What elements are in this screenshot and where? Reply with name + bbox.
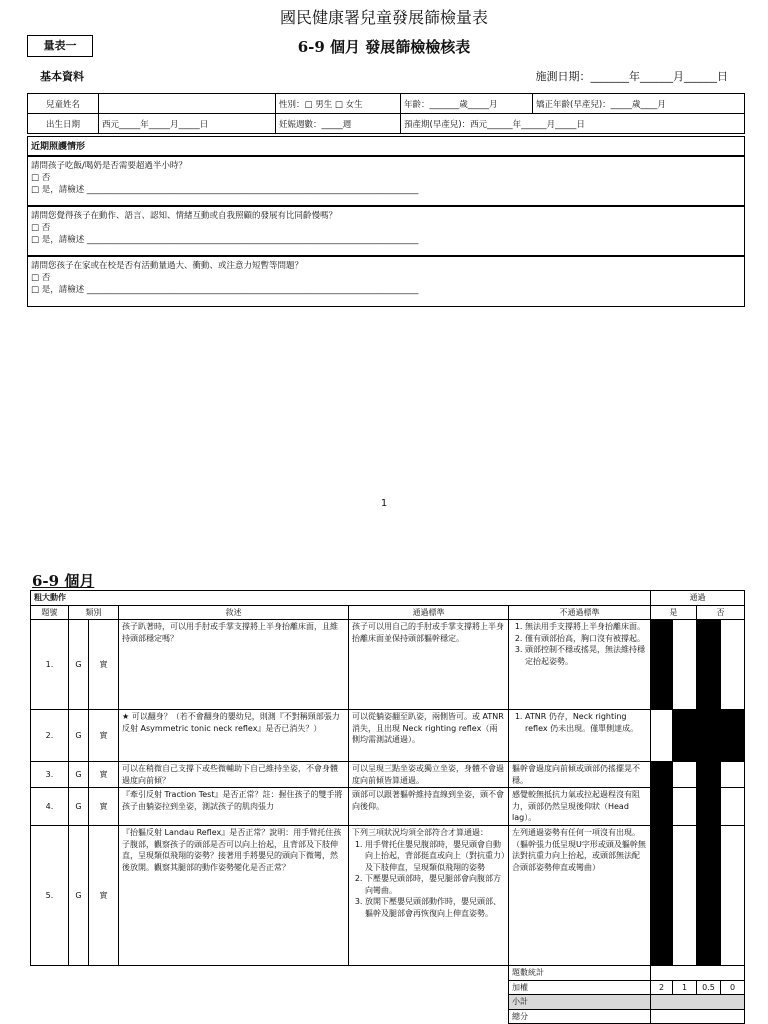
count-cell[interactable] bbox=[651, 966, 745, 981]
score-cell[interactable] bbox=[721, 826, 745, 966]
row-desc: ★ 可以翻身？（若不會翻身的嬰幼兒，則測『不對稱頸部張力反射 Asymmetric tonic neck reflex』是否已消失？） bbox=[119, 710, 349, 762]
row-num: 1. bbox=[31, 620, 69, 710]
score-cell[interactable] bbox=[697, 620, 721, 710]
total-cell[interactable] bbox=[651, 1009, 745, 1024]
weight-value: 0 bbox=[721, 980, 745, 995]
score-cell[interactable] bbox=[673, 710, 697, 762]
row-fail: 軀幹會過度向前傾或頭部仍搖擺晃不穩。 bbox=[509, 762, 651, 788]
row-type: 實 bbox=[89, 710, 119, 762]
row-fail: 感覺較無抵抗力氣或拉起過程沒有阻力，頭部仍然呈現後仰狀（Head lag）。 bbox=[509, 788, 651, 826]
row-pass: 孩子可以用自己的手肘或手掌支撐將上半身抬離床面並保持頭部軀幹穩定。 bbox=[349, 620, 509, 710]
care-question bbox=[27, 156, 745, 206]
child-name-label: 兒童姓名 bbox=[28, 94, 99, 114]
score-cell[interactable] bbox=[697, 826, 721, 966]
score-cell[interactable] bbox=[651, 788, 673, 826]
no-checkbox[interactable]: □ 否 bbox=[31, 173, 51, 183]
gross-motor-heading: 粗大動作 bbox=[31, 591, 651, 606]
test-date-field[interactable]: 施測日期：_______年______月______日 bbox=[535, 70, 728, 83]
total-label: 總分 bbox=[509, 1009, 651, 1024]
row-num: 2. bbox=[31, 710, 69, 762]
score-cell[interactable] bbox=[721, 788, 745, 826]
section-title: 6-9 個月 bbox=[32, 572, 95, 590]
basic-info-heading: 基本資料 bbox=[40, 70, 84, 83]
col-no: 否 bbox=[697, 605, 745, 620]
fail-item: 3. 頭部控制不穩或搖晃，無法維持穩定抬起姿勢。 bbox=[525, 644, 647, 667]
row-pass: 可以從躺姿翻至趴姿，兩側皆可。或 ATNR 消失，且出現 Neck righting reflex（兩側均需測試通過）。 bbox=[349, 710, 509, 762]
row-pass: 可以呈現三點坐姿或獨立坐姿，身體不會過度向前傾皆算通過。 bbox=[349, 762, 509, 788]
weight-value: 2 bbox=[651, 980, 673, 995]
child-name-field[interactable] bbox=[99, 94, 276, 114]
row-pass: 下列三項狀況均須全部符合才算通過： bbox=[352, 828, 488, 837]
row-type: 實 bbox=[89, 788, 119, 826]
fail-item: 1. ATNR 仍存，Neck righting reflex 仍未出現。僅單側達成。 bbox=[525, 711, 647, 734]
row-desc: 可以在稍微自己支撐下或些微輔助下自己維持坐姿，不會身體過度向前傾？ bbox=[119, 762, 349, 788]
table-row bbox=[31, 620, 745, 710]
pass-item: 2. 下壓嬰兒頭部時，嬰兒腿部會向腹部方向彎曲。 bbox=[365, 873, 505, 896]
fail-item: 2. 僅有頭部抬高，胸口沒有被撐起。 bbox=[525, 633, 647, 645]
col-num: 題號 bbox=[31, 605, 69, 620]
table-row bbox=[31, 710, 745, 762]
row-cat: G bbox=[69, 826, 89, 966]
col-fail: 不通過標準 bbox=[509, 605, 651, 620]
table-row bbox=[31, 788, 745, 826]
question-text: 請問您孩子在家或在校是否有活動量過大、衝動、或注意力短暫等問題？ bbox=[31, 261, 304, 271]
row-cat: G bbox=[69, 788, 89, 826]
pass-item: 1. 用手臂托住嬰兒腹部時，嬰兒頭會自動向上抬起，背部挺直或向上（對抗重力）及下肢伸直，呈現類似飛翔的姿勢 bbox=[365, 839, 505, 874]
subtotal-label: 小計 bbox=[509, 995, 651, 1010]
recent-care-heading: 近期照護情形 bbox=[27, 136, 745, 156]
score-cell[interactable] bbox=[721, 762, 745, 788]
pass-header: 通過 bbox=[651, 591, 745, 606]
score-cell[interactable] bbox=[673, 826, 697, 966]
question-text: 請問孩子吃飯/喝奶是否需要超過半小時？ bbox=[31, 161, 187, 171]
score-cell[interactable] bbox=[651, 710, 673, 762]
form-title: 國民健康署兒童發展篩檢量表 bbox=[279, 8, 488, 27]
score-cell[interactable] bbox=[673, 788, 697, 826]
row-cat: G bbox=[69, 762, 89, 788]
no-checkbox[interactable]: □ 否 bbox=[31, 273, 51, 283]
score-cell[interactable] bbox=[721, 710, 745, 762]
score-cell[interactable] bbox=[697, 710, 721, 762]
gross-motor-table bbox=[30, 590, 745, 1024]
page-number: 1 bbox=[380, 498, 388, 509]
birth-date-label: 出生日期 bbox=[28, 114, 99, 134]
subtotal-cell[interactable] bbox=[651, 995, 745, 1010]
form-tag: 量表一 bbox=[27, 35, 93, 57]
gestation-field[interactable]: 妊娠週數：_____週 bbox=[276, 114, 401, 134]
yes-checkbox[interactable]: □ 是，請檢述 ______________________________________________________________________________ bbox=[31, 185, 419, 195]
row-cat: G bbox=[69, 620, 89, 710]
row-desc: 『抬軀反射 Landau Reflex』是否正常？說明：用手臂托住孩子腹部，觀察孩子的頭部是否可以向上抬起，且背部及下肢伸直，呈現類似飛翔的姿勢？接著用手將嬰兒的頭向下微彎，然後放開。觀察其腿部的動作姿勢變化是否正常？ bbox=[119, 826, 349, 966]
row-num: 3. bbox=[31, 762, 69, 788]
care-question bbox=[27, 256, 745, 307]
care-question bbox=[27, 206, 745, 256]
row-desc: 『牽引反射 Traction Test』是否正常？註：握住孩子的雙手將孩子由躺姿拉到坐姿，測試孩子的肌肉張力 bbox=[119, 788, 349, 826]
row-type: 實 bbox=[89, 620, 119, 710]
row-desc: 孩子趴著時，可以用手肘或手掌支撐將上半身抬離床面，且維持頭部穩定嗎？ bbox=[119, 620, 349, 710]
no-checkbox[interactable]: □ 否 bbox=[31, 223, 51, 233]
weight-value: 1 bbox=[673, 980, 697, 995]
weight-label: 加權 bbox=[509, 980, 651, 995]
score-cell[interactable] bbox=[721, 620, 745, 710]
form-subtitle: 6-9 個月 發展篩檢檢核表 bbox=[297, 38, 471, 56]
basic-info-table bbox=[27, 93, 745, 134]
row-cat: G bbox=[69, 710, 89, 762]
corrected-age-field[interactable]: 矯正年齡(早產兒)：_____歲____月 bbox=[533, 94, 745, 114]
weight-value: 0.5 bbox=[697, 980, 721, 995]
question-text: 請問您覺得孩子在動作、語言、認知、情緒互動或自我照顧的發展有比同齡慢嗎？ bbox=[31, 211, 338, 221]
row-fail: 左列通過姿勢有任何一項沒有出現。（軀幹張力低呈現U字形或頭及軀幹無法對抗重力向上抬起，或頭部無法配合頭部姿勢伸直或彎曲） bbox=[509, 826, 651, 966]
col-cat: 類別 bbox=[69, 605, 119, 620]
row-num: 4. bbox=[31, 788, 69, 826]
table-row bbox=[31, 826, 745, 966]
col-desc: 敘述 bbox=[119, 605, 349, 620]
yes-checkbox[interactable]: □ 是，請檢述 ______________________________________________________________________________ bbox=[31, 235, 419, 245]
score-cell[interactable] bbox=[697, 762, 721, 788]
fail-item: 1. 無法用手支撐將上半身抬離床面。 bbox=[525, 621, 647, 633]
score-cell[interactable] bbox=[673, 620, 697, 710]
count-label: 題數統計 bbox=[509, 966, 651, 981]
row-num: 5. bbox=[31, 826, 69, 966]
row-type: 實 bbox=[89, 826, 119, 966]
score-cell[interactable] bbox=[651, 620, 673, 710]
row-type: 實 bbox=[89, 762, 119, 788]
table-row bbox=[31, 762, 745, 788]
row-pass: 頭部可以跟著軀幹維持直線到坐姿，頭不會向後仰。 bbox=[349, 788, 509, 826]
col-pass: 通過標準 bbox=[349, 605, 509, 620]
due-date-field[interactable]: 預產期(早產兒)：西元______年______月_____日 bbox=[401, 114, 745, 134]
score-cell[interactable] bbox=[651, 826, 673, 966]
score-cell[interactable] bbox=[673, 762, 697, 788]
birth-date-field[interactable]: 西元_____年_____月_____日 bbox=[99, 114, 276, 134]
gender-field[interactable]: 性別：□ 男生 □ 女生 bbox=[276, 94, 401, 114]
pass-item: 3. 放開下壓嬰兒頭部動作時，嬰兒頭部、軀幹及腿部會再恢復向上伸直姿勢。 bbox=[365, 896, 505, 919]
col-yes: 是 bbox=[651, 605, 697, 620]
score-cell[interactable] bbox=[697, 788, 721, 826]
age-field[interactable]: 年齡：_______歲_____月 bbox=[401, 94, 533, 114]
score-cell[interactable] bbox=[651, 762, 673, 788]
yes-checkbox[interactable]: □ 是，請檢述 ______________________________________________________________________________ bbox=[31, 285, 419, 295]
